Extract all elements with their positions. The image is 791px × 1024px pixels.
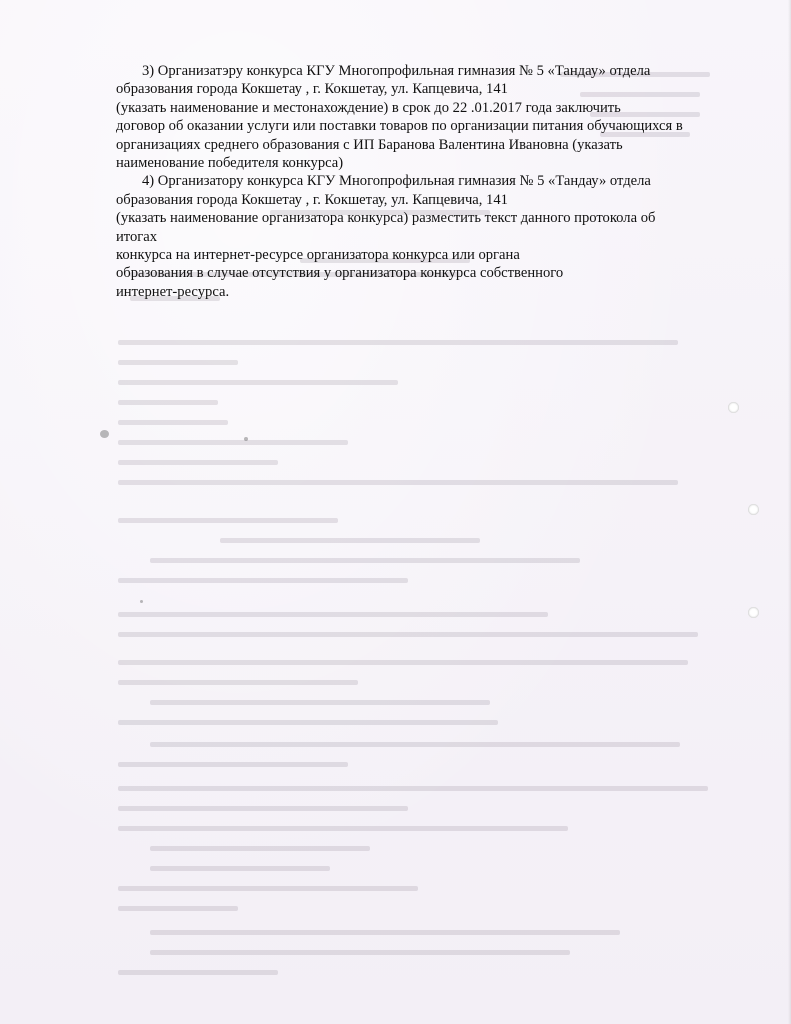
punch-hole-mark <box>748 607 759 618</box>
text-line: организациях среднего образования с ИП Баранова Валентина Ивановна (указать <box>116 136 623 153</box>
text-line: интернет-ресурса. <box>116 283 230 300</box>
scan-speck <box>100 430 109 438</box>
text-line: договор об оказании услуги или поставки товаров по организации питания обучающихся в <box>116 118 683 135</box>
document-body <box>116 62 716 301</box>
text-line: образования города Кокшетау , г. Кокшетау, ул. Капцевича, 141 <box>116 191 508 208</box>
text-line: (указать наименование и местонахождение) в срок до 22 .01.2017 года заключить <box>116 99 621 116</box>
text-line: образования в случае отсутствия у организатора конкурса собственного <box>116 265 564 282</box>
paragraph-item-4 <box>116 172 716 301</box>
text-line: образования города Кокшетау , г. Кокшетау, ул. Капцевича, 141 <box>116 81 508 98</box>
scan-speck <box>140 600 143 603</box>
punch-hole-mark <box>748 504 759 515</box>
text-line: 3) Организатэру конкурса КГУ Многопрофильная гимназия № 5 «Тандау» отдела <box>142 63 651 79</box>
paragraph-item-3 <box>116 62 716 172</box>
text-line: (указать наименование организатора конкурса) разместить текст данного протокола об <box>116 210 656 227</box>
text-line: итогах <box>116 228 158 245</box>
punch-hole-mark <box>728 402 739 413</box>
text-line: наименование победителя конкурса) <box>116 155 344 172</box>
scan-speck <box>244 437 248 441</box>
text-line: конкурса на интернет-ресурсе организатора конкурса или органа <box>116 247 520 264</box>
text-line: 4) Организатору конкурса КГУ Многопрофильная гимназия № 5 «Тандау» отдела <box>142 173 651 190</box>
